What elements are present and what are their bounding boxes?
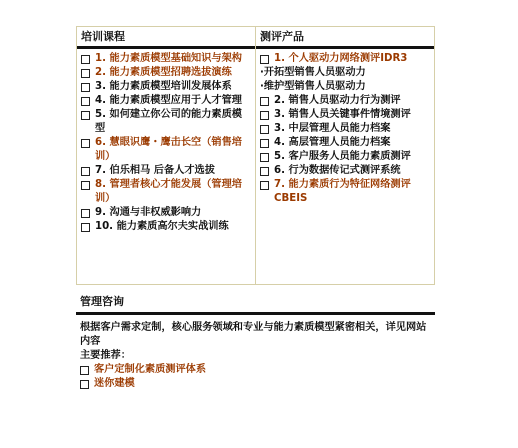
list-item[interactable]: [260, 94, 430, 108]
list-item-label: [274, 164, 401, 178]
item-number: 3.: [95, 81, 110, 92]
list-item-label: [95, 206, 201, 220]
list-item-label: [274, 178, 430, 206]
item-text: 中层管理人员能力档案: [288, 123, 391, 134]
item-number: 3.: [274, 123, 289, 134]
list-item[interactable]: [81, 80, 251, 94]
item-number: 7.: [95, 165, 110, 176]
item-text: 客户定制化素质测评体系: [94, 364, 207, 375]
checkbox-icon: [80, 366, 89, 375]
offerings-table: [76, 26, 435, 285]
item-number: 2.: [95, 67, 110, 78]
item-text: ·维护型销售人员驱动力: [260, 81, 366, 92]
list-item-label: [274, 150, 411, 164]
checkbox-icon: [260, 111, 269, 120]
consulting-title: 管理咨询: [80, 295, 124, 308]
training-title: 培训课程: [81, 30, 125, 43]
list-item[interactable]: [260, 108, 430, 122]
list-item[interactable]: [81, 206, 251, 220]
content-wrapper: [76, 26, 435, 391]
item-text: 沟通与非权威影响力: [109, 207, 202, 218]
item-number: 3.: [274, 109, 289, 120]
list-item-label: [95, 80, 232, 94]
list-item-label: [260, 80, 366, 94]
item-number: 9.: [95, 207, 110, 218]
list-item-label: [95, 94, 242, 108]
item-text: 如何建立你公司的能力素质模型: [95, 109, 242, 134]
item-text: 慧眼识鹰・鹰击长空（销售培训）: [95, 137, 242, 162]
consulting-section: [76, 293, 435, 391]
list-item[interactable]: [81, 220, 251, 234]
list-item-label: [274, 136, 390, 150]
list-item[interactable]: [81, 66, 251, 80]
list-item[interactable]: [260, 66, 430, 80]
item-text: 高层管理人员能力档案: [288, 137, 391, 148]
list-item[interactable]: [80, 377, 431, 391]
item-text: 销售人员关键事件情境测评: [288, 109, 411, 120]
item-number: 5.: [95, 109, 110, 120]
list-item[interactable]: [81, 52, 251, 66]
item-number: 2.: [274, 95, 289, 106]
item-text: 能力素质模型基础知识与架构: [109, 53, 242, 64]
item-text: 能力素质模型招聘选拔演练: [109, 67, 232, 78]
list-item[interactable]: [81, 164, 251, 178]
checkbox-icon: [81, 97, 90, 106]
item-text: 能力素质高尔夫实战训练: [116, 221, 229, 232]
item-number: 8.: [95, 179, 110, 190]
item-number: 1.: [274, 53, 289, 64]
item-number: 5.: [274, 151, 289, 162]
list-item[interactable]: [81, 178, 251, 206]
list-item-label: [95, 66, 232, 80]
list-item-label: [274, 94, 401, 108]
checkbox-icon: [81, 209, 90, 218]
item-number: 1.: [95, 53, 110, 64]
item-number: 6.: [274, 165, 289, 176]
list-item[interactable]: [80, 363, 431, 377]
item-text: 个人驱动力网络测评IDR3: [288, 53, 408, 64]
checkbox-icon: [81, 223, 90, 232]
list-item[interactable]: [260, 52, 430, 66]
checkbox-icon: [260, 97, 269, 106]
item-text: 伯乐相马 后备人才选拔: [109, 165, 215, 176]
list-item[interactable]: [260, 122, 430, 136]
item-number: 4.: [274, 137, 289, 148]
checkbox-icon: [260, 125, 269, 134]
list-item[interactable]: [260, 164, 430, 178]
consulting-list: [80, 363, 431, 391]
item-text: ·开拓型销售人员驱动力: [260, 67, 366, 78]
list-item-label: [95, 108, 251, 136]
list-item[interactable]: [81, 136, 251, 164]
item-text: 能力素质模型应用于人才管理: [109, 95, 242, 106]
list-item[interactable]: [260, 178, 430, 206]
list-item[interactable]: [81, 94, 251, 108]
recommend-label: 主要推荐：: [80, 350, 131, 361]
item-text: 能力素质行为特征网络测评CBEIS: [274, 179, 411, 204]
assessment-list: [256, 49, 434, 284]
item-text: 能力素质模型培训发展体系: [109, 81, 232, 92]
training-list: [77, 49, 255, 284]
list-item[interactable]: [260, 136, 430, 150]
item-number: 4.: [95, 95, 110, 106]
item-text: 管理者核心才能发展（管理培训）: [95, 179, 242, 204]
item-number: 7.: [274, 179, 289, 190]
checkbox-icon: [81, 181, 90, 190]
checkbox-icon: [80, 380, 89, 389]
consulting-body: [76, 315, 435, 391]
assessment-title: 测评产品: [260, 30, 304, 43]
checkbox-icon: [260, 181, 269, 190]
item-text: 客户服务人员能力素质测评: [288, 151, 411, 162]
item-text: 行为数据传记式测评系统: [288, 165, 401, 176]
item-number: 6.: [95, 137, 110, 148]
list-item-label: [94, 363, 206, 377]
consulting-description: 根据客户需求定制，核心服务领域和专业与能力素质模型紧密相关，详见网站内容: [80, 322, 427, 347]
checkbox-icon: [81, 167, 90, 176]
list-item-label: [95, 136, 251, 164]
training-column: [77, 27, 256, 284]
list-item-label: [95, 164, 215, 178]
list-item[interactable]: [260, 80, 430, 94]
list-item[interactable]: [81, 108, 251, 136]
item-number: 10.: [95, 221, 117, 232]
list-item-label: [260, 66, 366, 80]
checkbox-icon: [81, 55, 90, 64]
checkbox-icon: [81, 111, 90, 120]
assessment-column: [256, 27, 434, 284]
list-item[interactable]: [260, 150, 430, 164]
checkbox-icon: [81, 139, 90, 148]
list-item-label: [95, 178, 251, 206]
checkbox-icon: [260, 153, 269, 162]
list-item-label: [274, 122, 390, 136]
item-text: 迷你建模: [94, 378, 135, 389]
checkbox-icon: [81, 83, 90, 92]
checkbox-icon: [260, 167, 269, 176]
item-text: 销售人员驱动力行为测评: [288, 95, 401, 106]
list-item-label: [274, 52, 407, 66]
list-item-label: [94, 377, 135, 391]
list-item-label: [95, 52, 242, 66]
checkbox-icon: [260, 55, 269, 64]
list-item-label: [95, 220, 229, 234]
list-item-label: [274, 108, 411, 122]
checkbox-icon: [260, 139, 269, 148]
checkbox-icon: [81, 69, 90, 78]
